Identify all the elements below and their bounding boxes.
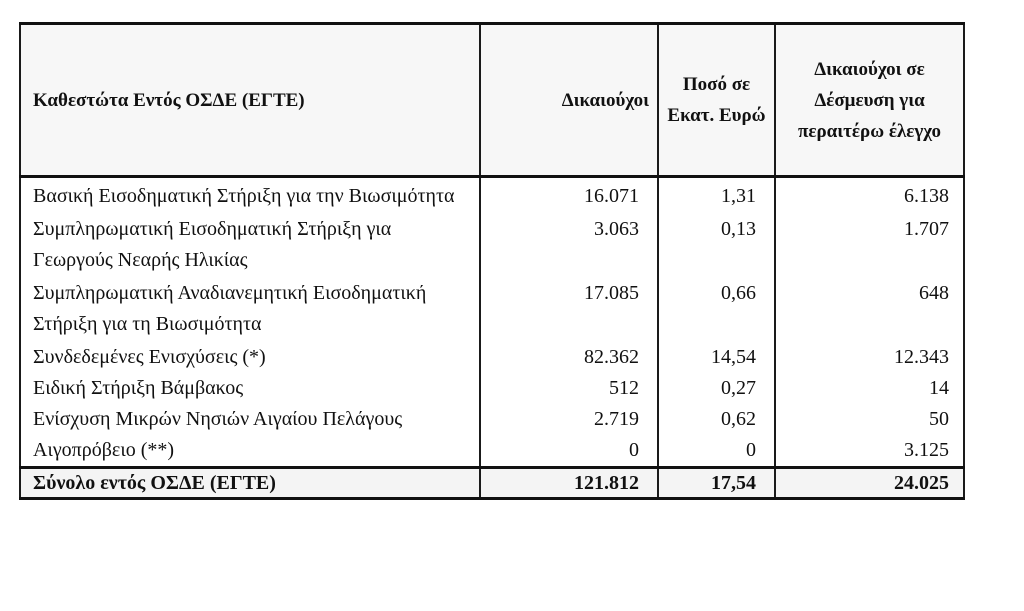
table-header — [20, 24, 964, 177]
total-row — [20, 468, 964, 499]
header-category: Καθεστώτα Εντός ΟΣΔΕ (ΕΓΤΕ) — [20, 24, 480, 177]
row-category: Ενίσχυση Μικρών Νησιών Αιγαίου Πελάγους — [20, 404, 480, 435]
row-category: Ειδική Στήριξη Βάμβακος — [20, 373, 480, 404]
table-row — [20, 177, 964, 215]
row-beneficiaries: 17.085 — [480, 278, 658, 342]
row-beneficiaries: 2.719 — [480, 404, 658, 435]
header-pending: Δικαιούχοι σε Δέσμευση για περαιτέρω έλεγχο — [775, 24, 964, 177]
table-row — [20, 404, 964, 435]
payments-table — [19, 22, 965, 500]
row-pending: 1.707 — [775, 214, 964, 278]
row-amount: 0,62 — [658, 404, 775, 435]
table-row — [20, 435, 964, 468]
row-beneficiaries: 82.362 — [480, 342, 658, 373]
row-pending: 6.138 — [775, 177, 964, 215]
total-beneficiaries: 121.812 — [480, 468, 658, 499]
row-beneficiaries: 16.071 — [480, 177, 658, 215]
table-row — [20, 214, 964, 278]
total-amount: 17,54 — [658, 468, 775, 499]
table-row — [20, 278, 964, 342]
row-pending: 3.125 — [775, 435, 964, 468]
row-amount: 0,13 — [658, 214, 775, 278]
row-category: Συμπληρωματική Εισοδηματική Στήριξη για Γεωργούς Νεαρής Ηλικίας — [20, 214, 480, 278]
table-row — [20, 342, 964, 373]
row-pending: 12.343 — [775, 342, 964, 373]
total-pending: 24.025 — [775, 468, 964, 499]
row-amount: 1,31 — [658, 177, 775, 215]
table-row — [20, 373, 964, 404]
row-pending: 50 — [775, 404, 964, 435]
table-body — [20, 177, 964, 468]
header-amount: Ποσό σε Εκατ. Ευρώ — [658, 24, 775, 177]
row-amount: 14,54 — [658, 342, 775, 373]
row-category: Συνδεδεμένες Ενισχύσεις (*) — [20, 342, 480, 373]
header-row — [20, 24, 964, 177]
row-category: Βασική Εισοδηματική Στήριξη για την Βιωσιμότητα — [20, 177, 480, 215]
row-pending: 648 — [775, 278, 964, 342]
row-amount: 0,66 — [658, 278, 775, 342]
row-beneficiaries: 0 — [480, 435, 658, 468]
row-category: Αιγοπρόβειο (**) — [20, 435, 480, 468]
row-amount: 0 — [658, 435, 775, 468]
row-amount: 0,27 — [658, 373, 775, 404]
row-category: Συμπληρωματική Αναδιανεμητική Εισοδηματική Στήριξη για τη Βιωσιμότητα — [20, 278, 480, 342]
table-footer — [20, 468, 964, 499]
header-beneficiaries: Δικαιούχοι — [480, 24, 658, 177]
row-beneficiaries: 3.063 — [480, 214, 658, 278]
total-category: Σύνολο εντός ΟΣΔΕ (ΕΓΤΕ) — [20, 468, 480, 499]
row-pending: 14 — [775, 373, 964, 404]
row-beneficiaries: 512 — [480, 373, 658, 404]
